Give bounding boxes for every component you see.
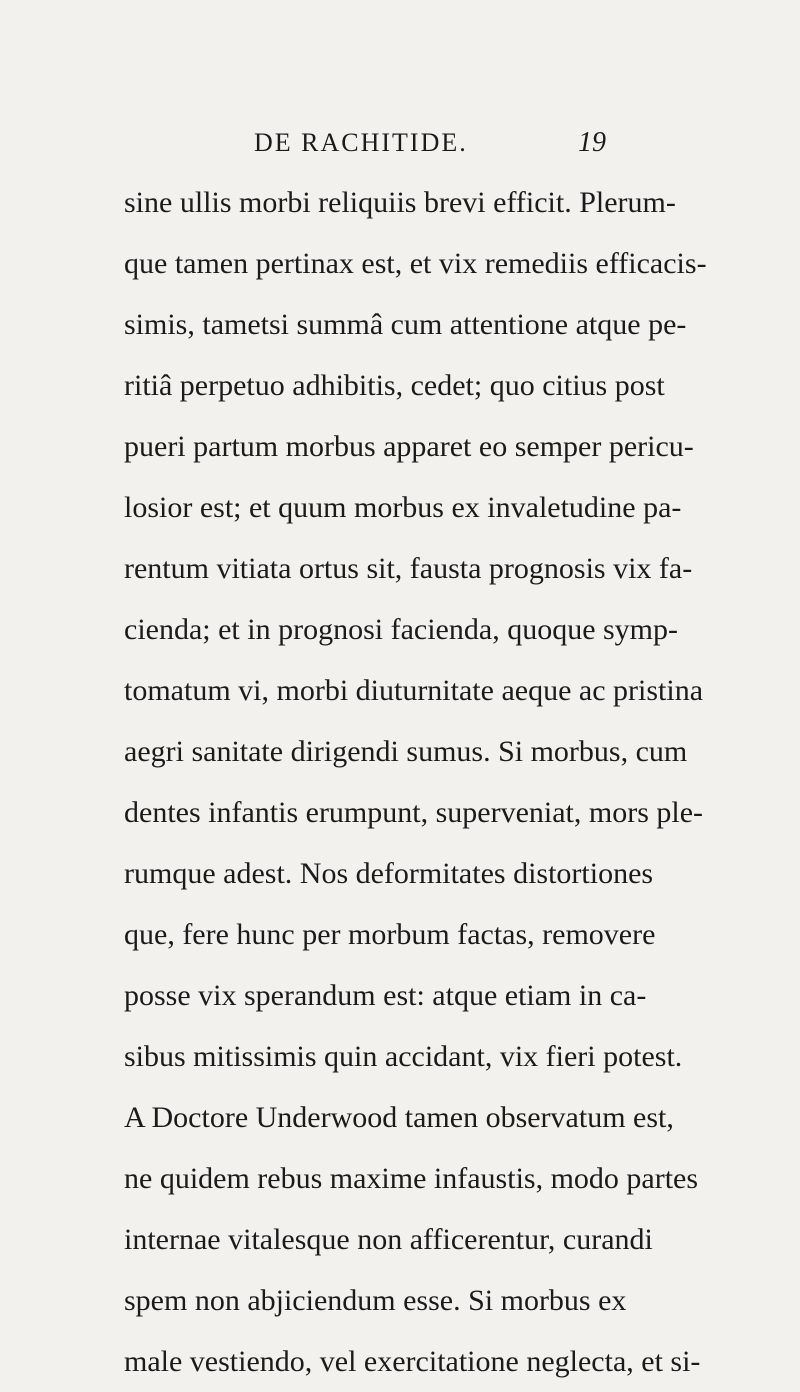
text-line: losior est; et quum morbus ex invaletudine pa- [124, 491, 682, 524]
text-line: dentes infantis erumpunt, superveniat, mors ple- [124, 796, 704, 829]
text-line: sine ullis morbi reliquiis brevi efficit. Plerum- [124, 186, 676, 219]
text-line: tomatum vi, morbi diuturnitate aeque ac pristina [124, 674, 704, 707]
text-line: cienda; et in prognosi facienda, quoque symp- [124, 613, 679, 646]
text-line: rentum vitiata ortus sit, fausta prognosis vix fa- [124, 552, 693, 585]
running-head [0, 118, 800, 168]
text-line: rumque adest. Nos deformitates distortiones [124, 857, 654, 890]
text-line: simis, tametsi summâ cum attentione atque pe- [124, 308, 687, 341]
running-title: DE RACHITIDE. [254, 128, 468, 157]
text-line: posse vix sperandum est: atque etiam in ca- [124, 979, 647, 1012]
text-line: spem non abjiciendum esse. Si morbus ex [124, 1284, 627, 1317]
text-line: que tamen pertinax est, et vix remediis efficacis- [124, 247, 707, 280]
text-line: que, fere hunc per morbum factas, removere [124, 918, 656, 951]
body-text [124, 172, 707, 1392]
text-line: aegri sanitate dirigendi sumus. Si morbus, cum [124, 735, 688, 768]
text-line: internae vitalesque non afficerentur, curandi [124, 1223, 653, 1256]
text-line: ritiâ perpetuo adhibitis, cedet; quo citius post [124, 369, 665, 402]
text-line: pueri partum morbus apparet eo semper pericu- [124, 430, 694, 463]
text-line: ne quidem rebus maxime infaustis, modo partes [124, 1162, 699, 1195]
page-number: 19 [578, 127, 606, 158]
text-line: A Doctore Underwood tamen observatum est, [124, 1101, 674, 1134]
text-line: male vestiendo, vel exercitatione neglecta, et si- [124, 1345, 701, 1378]
text-line: sibus mitissimis quin accidant, vix fieri potest. [124, 1040, 683, 1073]
